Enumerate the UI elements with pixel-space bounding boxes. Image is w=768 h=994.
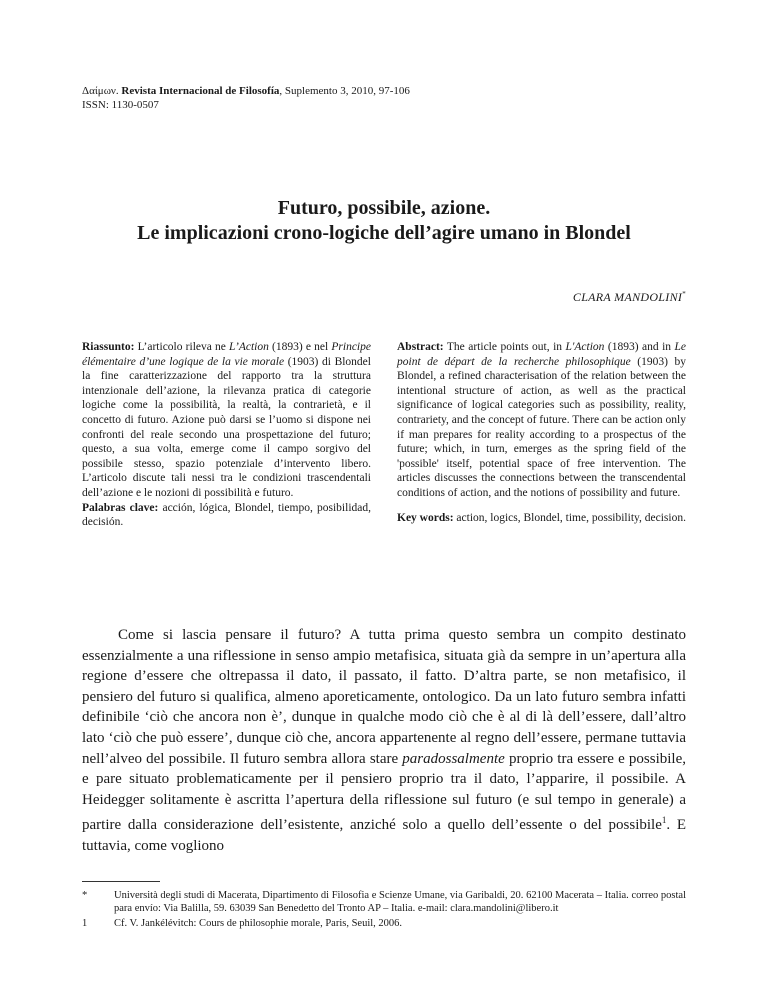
journal-issue: , Suplemento 3, 2010, 97-106 bbox=[279, 85, 410, 97]
body-text: Come si lascia pensare il futuro? A tutta prima questo sembra un compito destinato essenzialmente a una riflessione in senso ampio metafisica, situata già da sempre in un’apertura alla regione d’essere che oltrepassa il dato, il passato, il fatto. D’altra parte, se non metafisico, il pensiero del futuro si qualifica, almeno aporeticamente, ontologico. Da un lato futuro sembra infatti definibile ‘ciò che ancora non è’, dunque in qualche modo ciò che è al di là dell’essere, dall’altro lato ‘ciò che può essere’, dunque ciò che, ancora appartenente al regno dell’essere, permane tuttavia nell’alveo del possibile. Il futuro sembra allora stare bbox=[82, 627, 686, 767]
footnote-mark: * bbox=[82, 890, 88, 901]
journal-citation bbox=[82, 84, 410, 98]
keywords-italian bbox=[82, 501, 371, 530]
footnote-divider bbox=[82, 881, 160, 882]
footnote-text: Università degli studi di Macerata, Dipartimento di Filosofia e Scienze Umane, via Garibaldi, 20. 62100 Macerata – Italia. correo postal para envío: Via Balilla, 59. 63039 San Benedetto del Tronto AP – Italia. e-mail: clara.mandolini@libero.it bbox=[114, 890, 686, 915]
author-footnote-mark: * bbox=[682, 290, 686, 298]
abstract-italian-label: Riassunto: bbox=[82, 341, 135, 353]
keywords-text: action, logics, Blondel, time, possibility, decision. bbox=[453, 511, 686, 524]
abstract-english-label: Abstract: bbox=[397, 341, 444, 353]
journal-issn: ISSN: 1130-0507 bbox=[82, 99, 159, 111]
title-line-1: Futuro, possibile, azione. bbox=[277, 197, 491, 219]
body-text: . E tuttavia, come vogliono bbox=[82, 817, 686, 854]
footnote-item bbox=[82, 917, 686, 930]
journal-greek-name: Δαίμων. bbox=[82, 85, 119, 97]
title-line-2: Le implicazioni crono-logiche dell’agire umano in Blondel bbox=[137, 222, 631, 244]
abstract-english bbox=[397, 340, 686, 525]
keywords-label: Key words: bbox=[397, 511, 454, 524]
footnote-item bbox=[82, 889, 686, 916]
work-title: L’Action bbox=[229, 341, 269, 353]
body-text: proprio tra essere e possibile, e pare situato problematicamente per il pensiero proprio tra il dato, l’apparire, il possibile. A Heidegger solitamente è ascritta l’apertura della riflessione sul futuro (e sul tempo in generale) a partire dalla considerazione dell’esistente, anziché solo a quello dell’essente o del possibile bbox=[82, 750, 686, 834]
emphasis: paradossalmente bbox=[402, 750, 505, 767]
body-paragraph bbox=[82, 625, 686, 857]
keywords-text: acción, lógica, Blondel, tiempo, posibilidad, decisión. bbox=[82, 501, 371, 529]
abstract-text: (1893) and in bbox=[604, 341, 675, 353]
abstract-italian-text bbox=[82, 340, 371, 501]
work-title: L'Action bbox=[565, 341, 605, 353]
abstract-italian bbox=[82, 340, 371, 530]
footnote-reference[interactable]: 1 bbox=[661, 815, 667, 826]
abstract-text: (1893) e nel bbox=[268, 341, 332, 353]
abstract-text: The article points out, in bbox=[443, 341, 566, 353]
journal-name: Revista Internacional de Filosofía bbox=[121, 85, 280, 97]
keywords-label: Palabras clave: bbox=[82, 501, 159, 514]
abstract-text: (1903) di Blondel la fine caratterizzazione del rapporto tra la struttura intenzionale dell’azione, la rilevanza pratica di categorie logiche come la possibilità, la realtà, la contrarietà, e il concetto di futuro. Azione può darsi se l’uomo si dispone nei confronti del reale secondo una prospettazione del futuro; questo, a sua volta, emerge come il campo sorgivo del possibile stesso, spazio potenziale d’intervento libero. L’articolo discute tali nessi tra le condizioni trascendentali dell’azione e le nozioni di possibilità e futuro. bbox=[82, 355, 371, 499]
footnote-text: Cf. V. Jankélévitch: Cours de philosophie morale, Paris, Seuil, 2006. bbox=[114, 917, 403, 929]
footnote-mark: 1 bbox=[82, 917, 88, 929]
work-title: Principe élémentaire d’une logique de la vie morale bbox=[82, 341, 371, 368]
abstract-english-text bbox=[397, 340, 686, 501]
abstract-text: L’articolo rileva ne bbox=[134, 341, 230, 353]
footnotes bbox=[82, 889, 686, 930]
author-line bbox=[573, 290, 686, 305]
author-name: CLARA MANDOLINI bbox=[572, 290, 683, 304]
work-title: Le point de départ de la recherche philosophique bbox=[397, 341, 686, 368]
journal-header bbox=[82, 84, 410, 112]
keywords-english bbox=[397, 511, 686, 526]
article-title bbox=[0, 196, 768, 246]
abstract-text: (1903) by Blondel, a refined characterisation of the relation between the intentional structure of action, as well as the practical significance of logical categories such as possibility, reality, contrariety, and the concept of future. There can be action only if man prepares for reality according to a prospectus of the future; which, in turn, emerges as the spring field of the 'possible' itself, potential space of free intervention. The articles discusses the connections between the transcendental conditions of action, and the notions of possibility and future. bbox=[397, 355, 686, 499]
